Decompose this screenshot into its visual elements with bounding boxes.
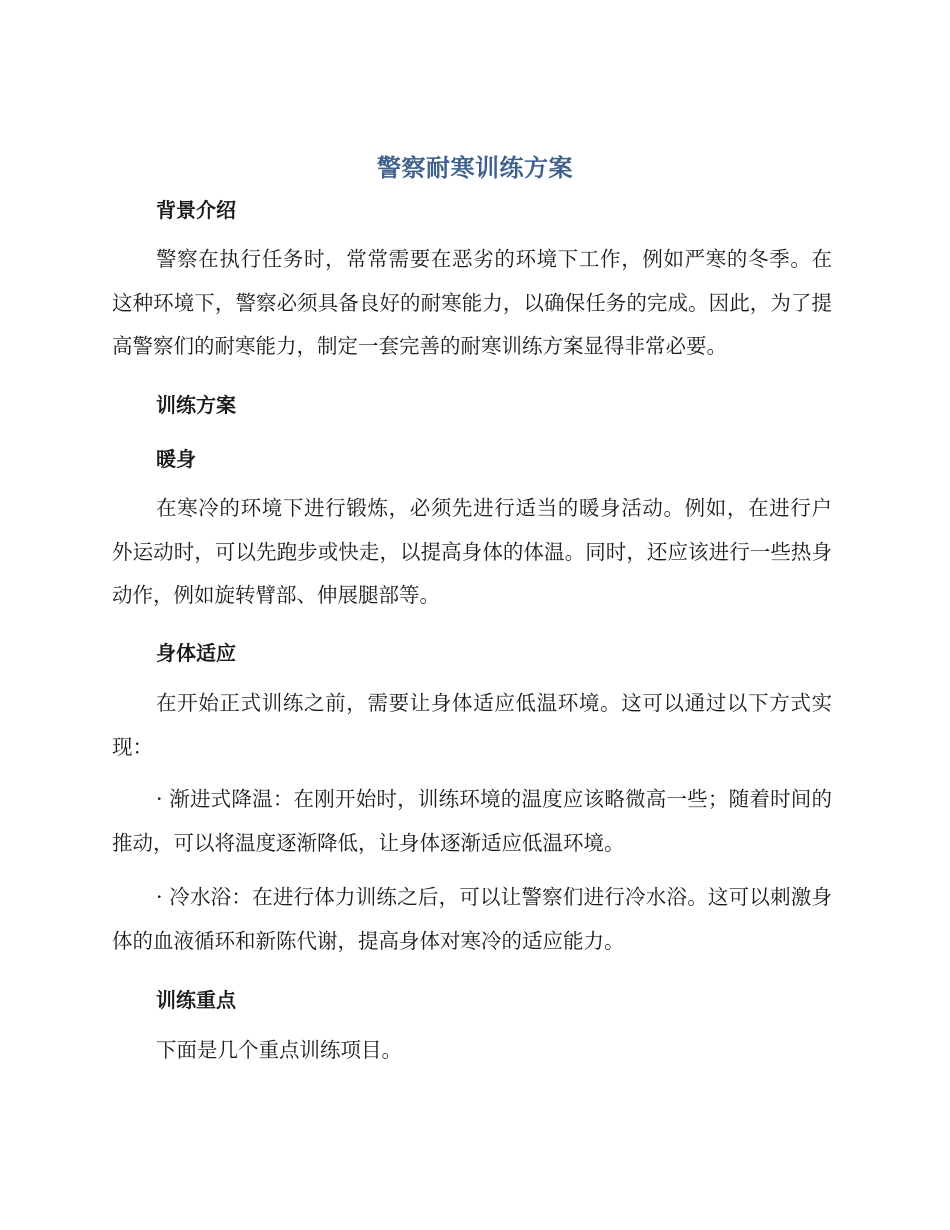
paragraph-training-focus: 下面是几个重点训练项目。 — [156, 1038, 402, 1062]
paragraph-warmup: 在寒冷的环境下进行锻炼，必须先进行适当的暖身活动。例如，在进行户外运动时，可以先跑步或快走，以提高身体的体温。同时，还应该进行一些热身动作，例如旋转臂部、伸展腿部等。 — [112, 496, 832, 607]
section-heading-training-focus: 训练重点 — [156, 988, 236, 1012]
paragraph-body-adaptation: 在开始正式训练之前，需要让身体适应低温环境。这可以通过以下方式实现： — [112, 691, 832, 759]
section-heading-background: 背景介绍 — [156, 198, 236, 222]
document-title: 警察耐寒训练方案 — [377, 154, 573, 182]
subsection-heading-body-adaptation: 身体适应 — [156, 641, 236, 665]
paragraph-background: 警察在执行任务时，常常需要在恶劣的环境下工作，例如严寒的冬季。在这种环境下，警察必须具备良好的耐寒能力，以确保任务的完成。因此，为了提高警察们的耐寒能力，制定一套完善的耐寒训练方案显得非常必要。 — [112, 247, 832, 358]
list-item-cold-shower: · 冷水浴：在进行体力训练之后，可以让警察们进行冷水浴。这可以刺激身体的血液循环和新陈代谢，提高身体对寒冷的适应能力。 — [112, 885, 832, 953]
list-item-gradual-cooling: · 渐进式降温：在刚开始时，训练环境的温度应该略微高一些；随着时间的推动，可以将温度逐渐降低，让身体逐渐适应低温环境。 — [112, 787, 832, 855]
subsection-heading-warmup: 暖身 — [156, 447, 196, 471]
section-heading-training-plan: 训练方案 — [156, 393, 236, 417]
